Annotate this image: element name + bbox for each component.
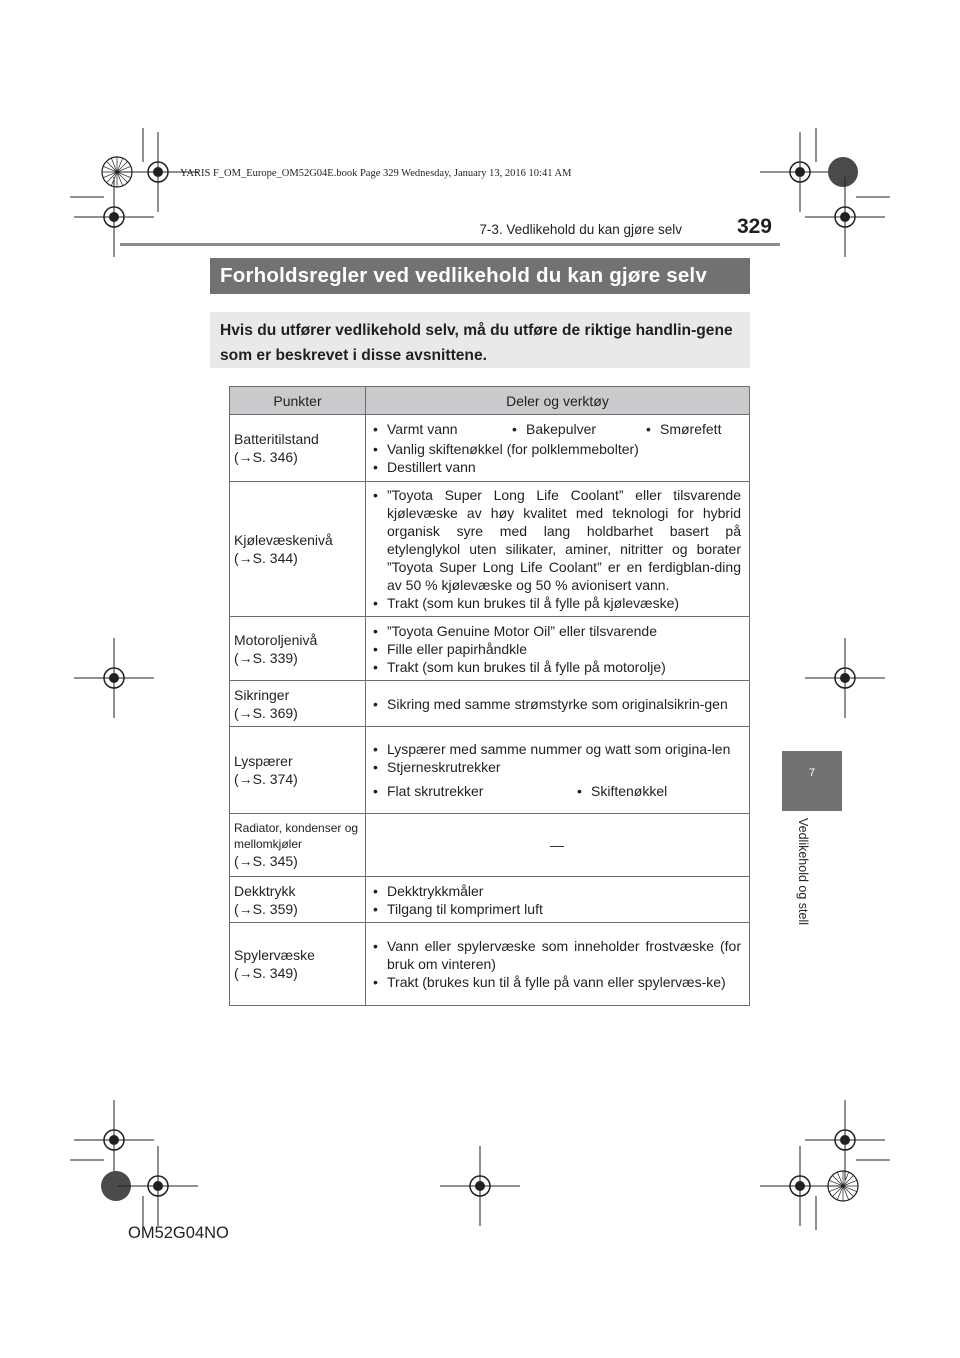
table-row [230,923,750,1006]
row-ref: (→S. 344) [234,550,298,566]
row-item: Radiator, kondenser og mellomkjøler [234,821,359,851]
row-ref: (→S. 339) [234,649,298,666]
row-item: Sikringer [234,686,290,703]
row-item: Motoroljenivå [234,631,318,648]
empty-dash: — [550,837,564,853]
table-row [230,814,750,877]
list-item: • Vann eller spylervæske som inneholder frostvæske (for bruk om vinteren) [373,937,741,973]
table-row [230,877,750,923]
row-item: Dekktrykk [234,882,296,899]
list-item: • Bakepulver [512,420,646,438]
parts-table [229,386,750,1006]
inline-items [373,782,741,800]
row-item: Batteritilstand [234,431,319,447]
list-item: • ”Toyota Genuine Motor Oil” eller tilsvarende [373,622,741,640]
table-row [230,482,750,617]
list-item: • Sikring med samme strømstyrke som originalsikrin-gen [373,695,741,713]
list-item: • Destillert vann [373,458,741,476]
list-item: • Lyspærer med samme nummer og watt som origina-len [373,740,741,758]
list-item: • Vanlig skiftenøkkel (for polklemmebolter) [373,440,741,458]
list-item: • Flat skrutrekker [373,782,577,800]
list-item: • Trakt (brukes kun til å fylle på vann eller spylervæs-ke) [373,973,741,991]
chapter-tab: 7 [782,751,842,811]
list-item: • Tilgang til komprimert luft [373,900,741,918]
row-ref: (→S. 345) [234,853,298,869]
list-item: • Smørefett [646,420,721,438]
table-row [230,617,750,681]
row-item: Spylervæske [234,947,315,963]
row-item: Kjølevæskenivå [234,532,333,548]
list-item: • Stjerneskrutrekker [373,758,741,776]
list-item: • Trakt (som kun brukes til å fylle på kjølevæske) [373,594,741,612]
column-header-items: Punkter [230,387,366,415]
row-ref: (→S. 346) [234,449,298,465]
inline-items [373,420,741,438]
list-item: • Skiftenøkkel [577,782,667,800]
table-row [230,681,750,727]
intro-text: Hvis du utfører vedlikehold selv, må du utføre de riktige handlin-gene som er beskrevet i disse avsnittene. [210,312,750,368]
row-item: Lyspærer [234,753,293,769]
list-item: • Fille eller papirhåndkle [373,640,741,658]
row-ref: (→S. 369) [234,704,298,721]
list-item: • ”Toyota Super Long Life Coolant” eller tilsvarende kjølevæske av høy kvalitet med teknologi for hybrid organisk syre med lang holdbarhet basert på etylenglykol uten silikater, aminer, nitritter og borater ”Toyota Super Long Life Coolant” er en ferdigblan-ding av 50 % kjølevæske og 50 % avionisert vann. [373,486,741,594]
list-item: • Trakt (som kun brukes til å fylle på motorolje) [373,658,741,676]
document-code: OM52G04NO [128,1224,229,1242]
print-info: YARIS F_OM_Europe_OM52G04E.book Page 329 Wednesday, January 13, 2016 10:41 AM [180,168,572,179]
column-header-parts: Deler og verktøy [366,387,750,415]
row-ref: (→S. 374) [234,771,298,787]
section-title: Forholdsregler ved vedlikehold du kan gjøre selv [210,258,750,294]
list-item: • Varmt vann [373,420,512,438]
row-ref: (→S. 359) [234,900,298,917]
list-item: • Dekktrykkmåler [373,882,741,900]
table-row [230,727,750,814]
page-number: 329 [736,215,772,238]
row-ref: (→S. 349) [234,965,298,981]
section-label: 7-3. Vedlikehold du kan gjøre selv [479,222,682,237]
header-rule [120,243,780,246]
table-row [230,415,750,482]
chapter-label: Vedlikehold og stell [796,818,810,926]
